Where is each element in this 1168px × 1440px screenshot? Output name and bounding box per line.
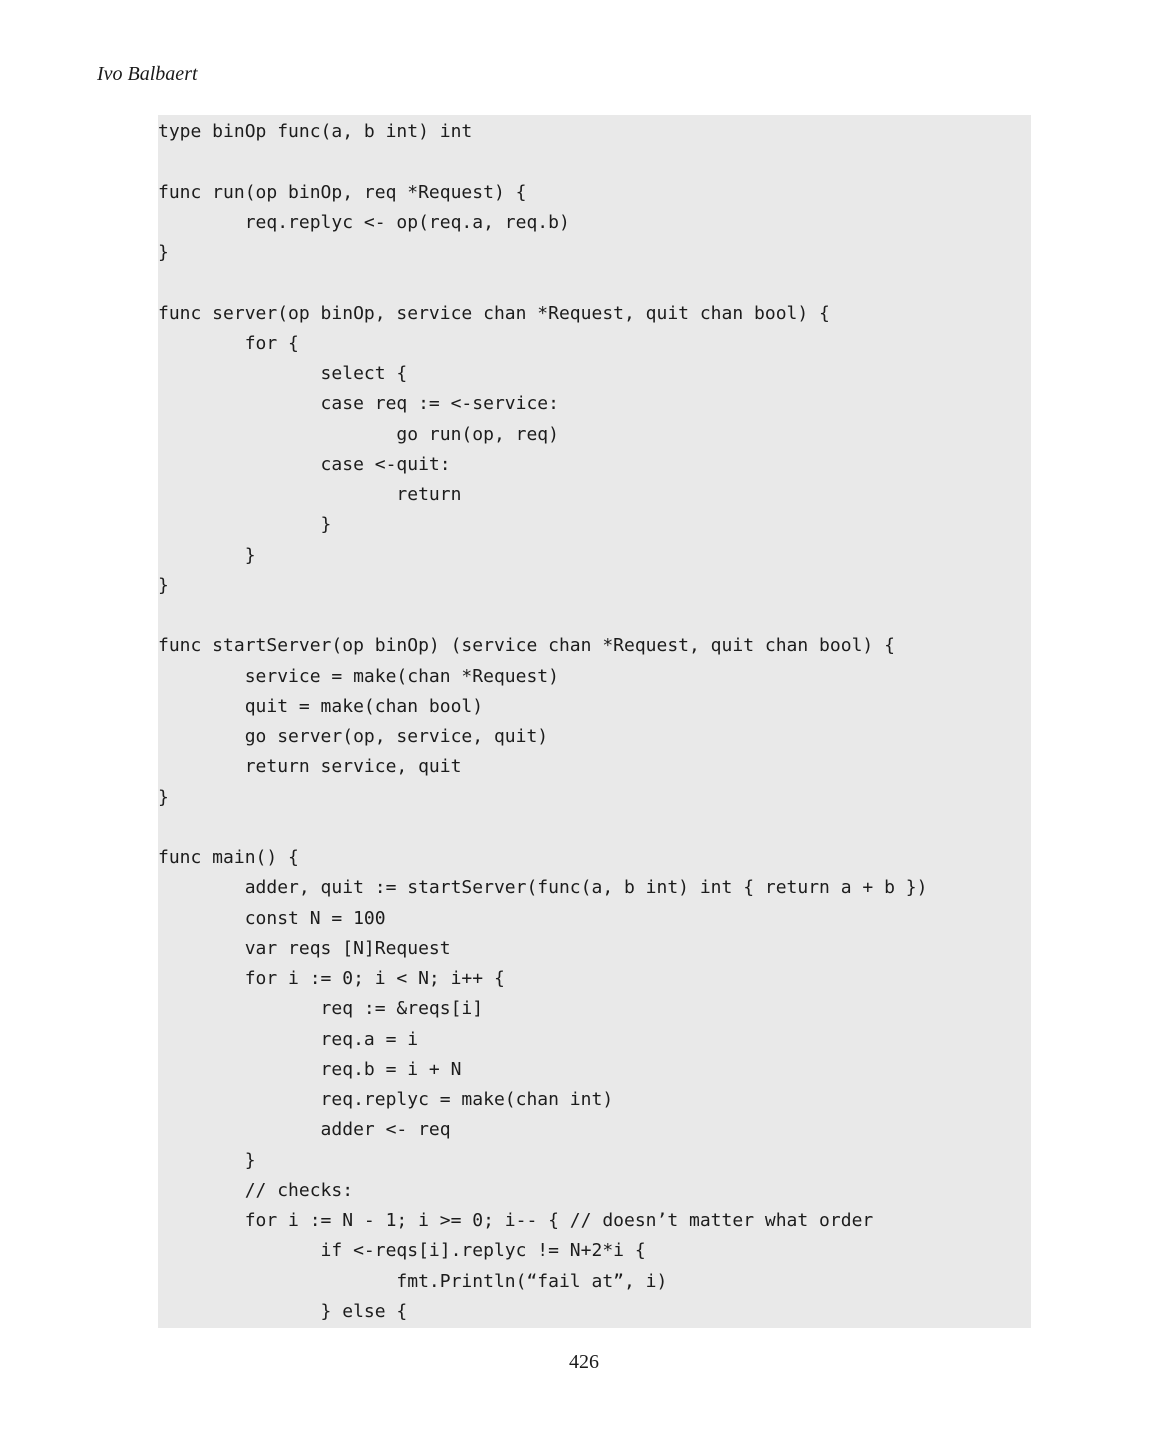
code-line	[158, 601, 927, 631]
code-line: adder, quit := startServer(func(a, b int) int { return a + b })	[158, 877, 928, 899]
code-line	[158, 147, 927, 177]
code-line: }	[158, 574, 169, 596]
code-line: quit = make(chan bool)	[158, 695, 484, 717]
code-line: go server(op, service, quit)	[158, 726, 549, 747]
code-line: case req := <-service:	[158, 393, 559, 415]
code-line: req.b = i + N	[158, 1058, 462, 1080]
code-line: fmt.Println(“fail at”, i)	[158, 1270, 668, 1292]
code-line	[158, 813, 927, 843]
code-line: case <-quit:	[158, 453, 451, 475]
code-line: } else {	[158, 1300, 408, 1322]
code-line: service = make(chan *Request)	[158, 665, 559, 687]
code-line: req := &reqs[i]	[158, 998, 484, 1020]
code-line: func server(op binOp, service chan *Request, quit chan bool) {	[158, 302, 830, 324]
code-line: }	[158, 544, 256, 566]
code-line: adder <- req	[158, 1119, 451, 1141]
code-line: }	[158, 1149, 256, 1171]
code-line: // checks:	[158, 1179, 354, 1201]
code-line: req.a = i	[158, 1028, 419, 1050]
code-line: go run(op, req)	[158, 423, 559, 445]
code-line: return service, quit	[158, 756, 462, 778]
code-line: func main() {	[158, 847, 299, 868]
code-line: var reqs [N]Request	[158, 937, 451, 959]
page-number: 426	[569, 1351, 599, 1373]
code-line: return	[158, 484, 462, 505]
code-line: func startServer(op binOp) (service chan *Request, quit chan bool) {	[158, 635, 895, 657]
code-line: for i := 0; i < N; i++ {	[158, 968, 505, 989]
code-line: type binOp func(a, b int) int	[158, 121, 473, 142]
code-line: }	[158, 242, 169, 263]
code-line: }	[158, 514, 332, 536]
code-line	[158, 268, 927, 298]
code-line: for i := N - 1; i >= 0; i-- { // doesn’t matter what order	[158, 1210, 874, 1231]
code-line: select {	[158, 363, 408, 384]
code-line: func run(op binOp, req *Request) {	[158, 181, 527, 203]
code-listing	[158, 115, 1031, 1328]
code-lines	[158, 117, 927, 1327]
code-line: }	[158, 786, 169, 808]
code-line: for {	[158, 332, 299, 354]
code-line: req.replyc <- op(req.a, req.b)	[158, 211, 570, 233]
code-line: if <-reqs[i].replyc != N+2*i {	[158, 1240, 646, 1262]
running-header-author: Ivo Balbaert	[97, 63, 198, 85]
code-line: const N = 100	[158, 907, 386, 929]
code-line: req.replyc = make(chan int)	[158, 1089, 614, 1110]
